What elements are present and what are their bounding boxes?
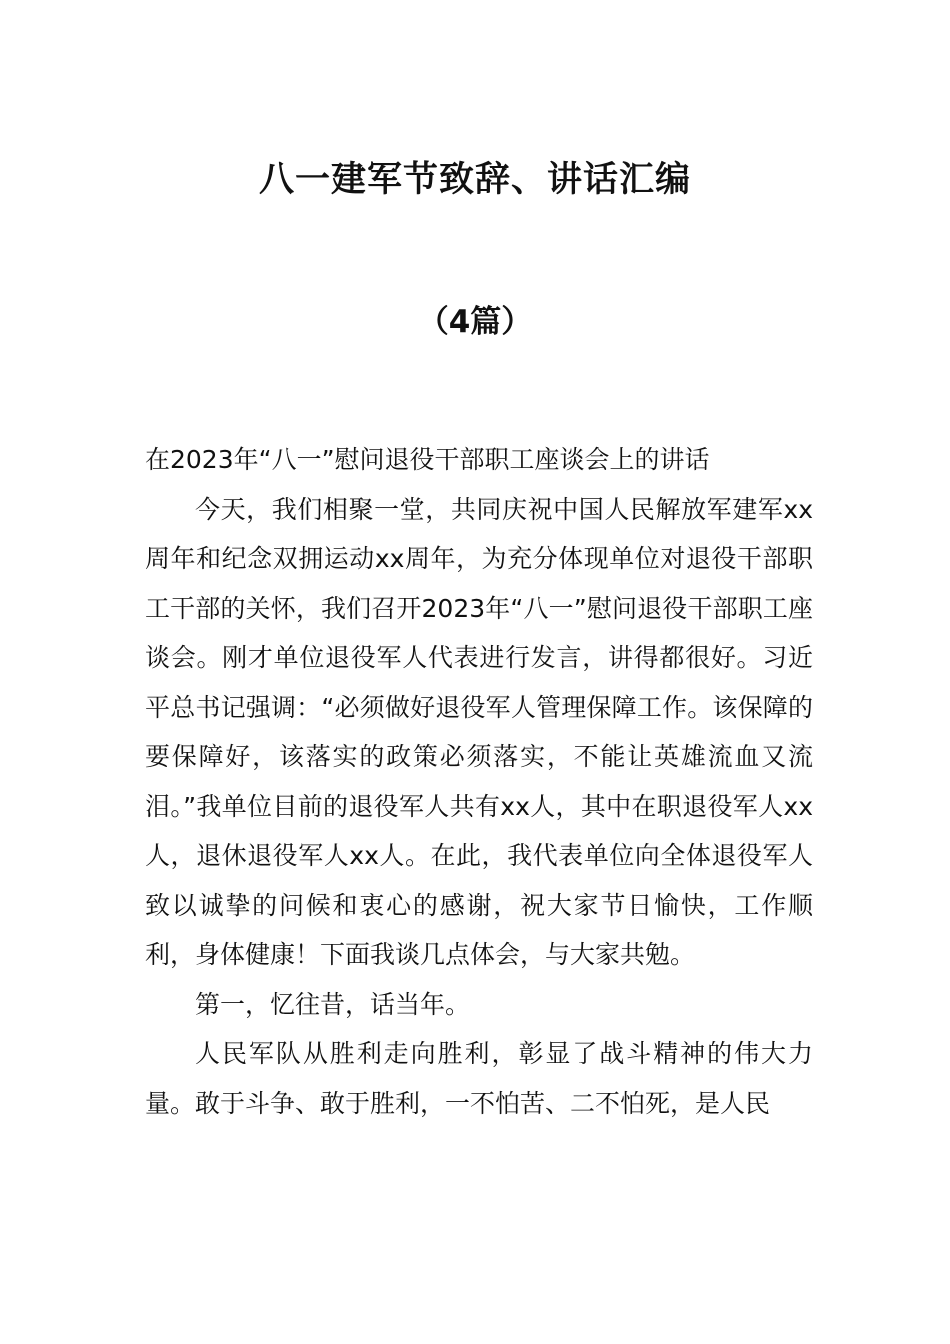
speech-heading: 在2023年“八一”慰问退役干部职工座谈会上的讲话 <box>145 445 710 474</box>
paragraph-section-one-body: 人民军队从胜利走向胜利，彰显了战斗精神的伟大力量。敢于斗争、敢于胜利，一不怕苦、二不怕死，是人民 <box>145 1039 813 1118</box>
paragraph-opening: 今天，我们相聚一堂，共同庆祝中国人民解放军建军xx周年和纪念双拥运动xx周年，为充分体现单位对退役干部职工干部的关怀，我们召开2023年“八一”慰问退役干部职工座谈会。刚才单位退役军人代表进行发言，讲得都很好。习近平总书记强调：“必须做好退役军人管理保障工作。该保障的要保障好，该落实的政策必须落实，不能让英雄流血又流泪。”我单位目前的退役军人共有xx人，其中在职退役军人xx人，退休退役军人xx人。在此，我代表单位向全体退役军人致以诚挚的问候和衷心的感谢，祝大家节日愉快，工作顺利，身体健康！下面我谈几点体会，与大家共勉。 <box>145 494 813 969</box>
document-subtitle: （4篇） <box>417 304 533 340</box>
paragraph-section-one: 第一，忆往昔，话当年。 <box>195 989 471 1019</box>
document-title: 八一建军节致辞、讲话汇编 <box>258 160 691 200</box>
document-body <box>145 435 813 1128</box>
